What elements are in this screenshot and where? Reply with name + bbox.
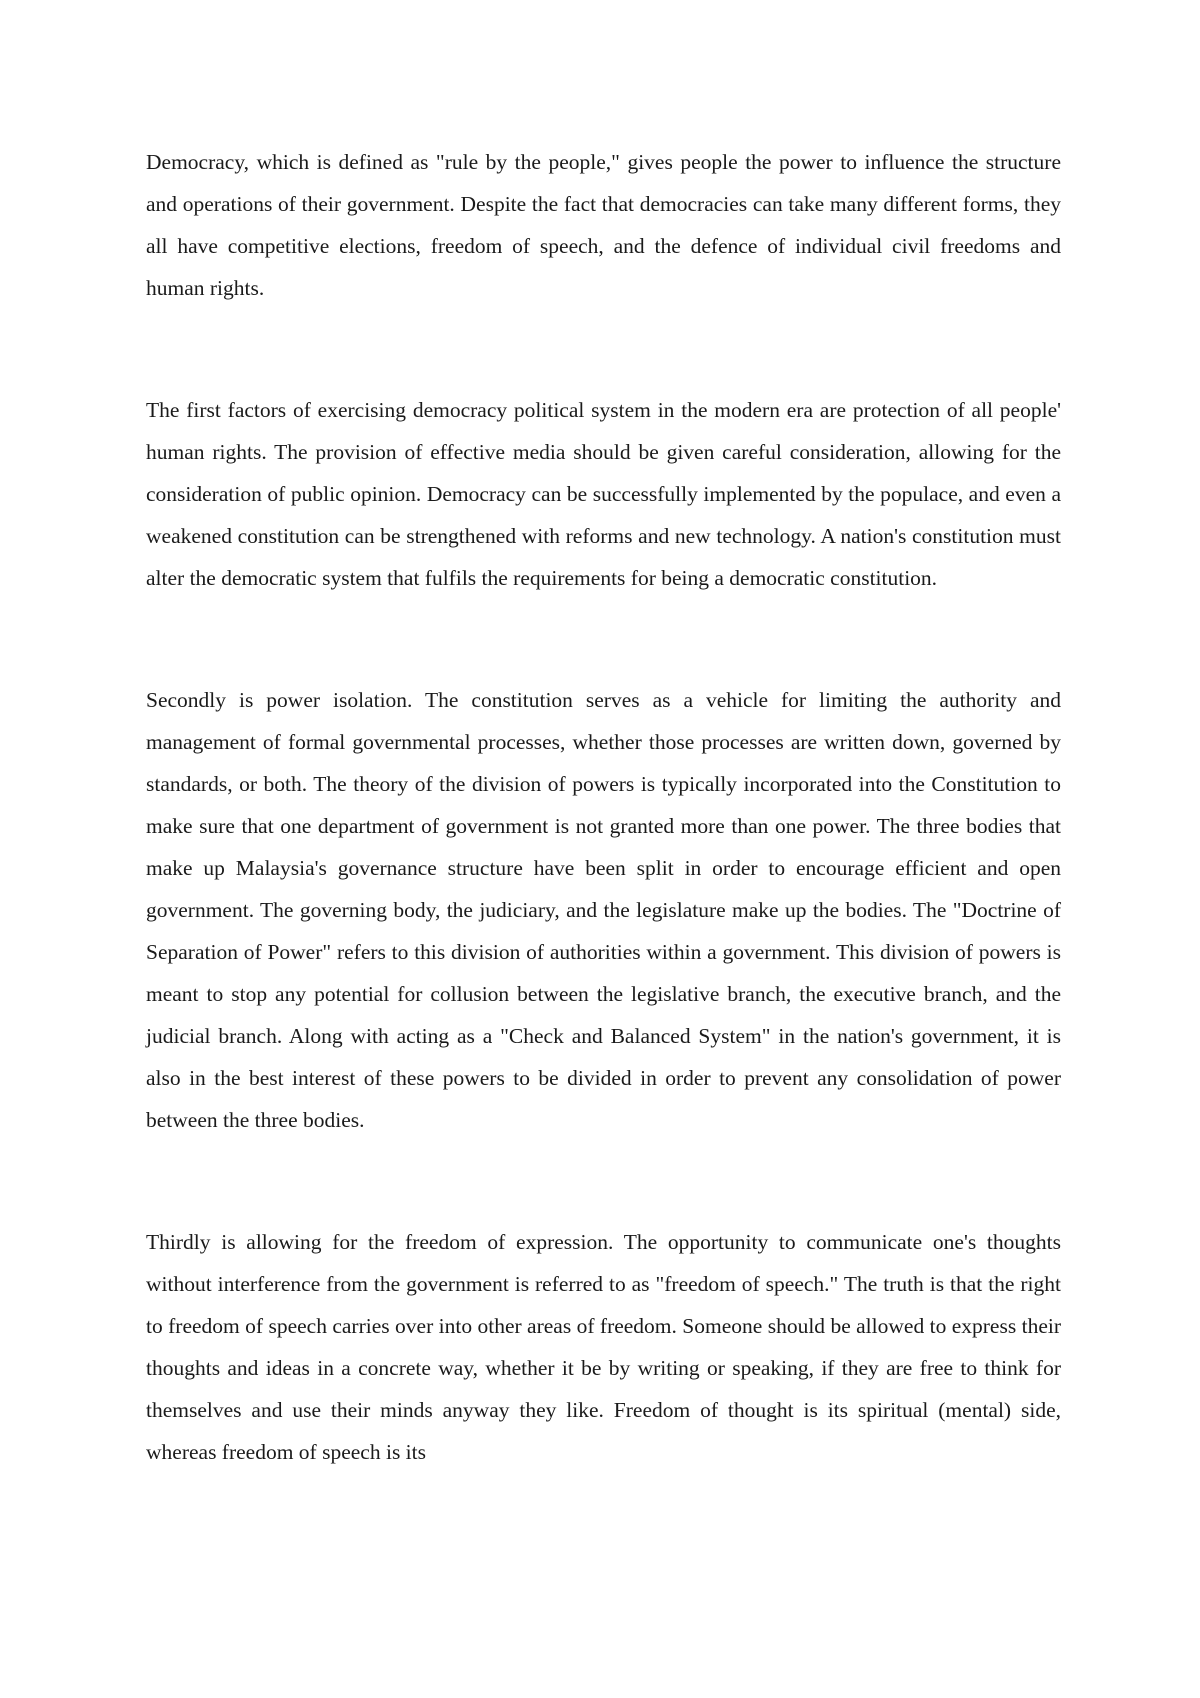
- paragraph-human-rights: The first factors of exercising democracy political system in the modern era are protection of all people' human rights. The provision of effective media should be given careful consideration, allowing for the consideration of public opinion. Democracy can be successfully implemented by the populace, and even a weakened constitution can be strengthened with reforms and new technology. A nation's constitution must alter the democratic system that fulfils the requirements for being a democratic constitution.: [146, 398, 1061, 590]
- document-body: [146, 141, 1061, 1473]
- paragraph-power-isolation: Secondly is power isolation. The constitution serves as a vehicle for limiting the authority and management of formal governmental processes, whether those processes are written down, governed by standards, or both. The theory of the division of powers is typically incorporated into the Constitution to make sure that one department of government is not granted more than one power. The three bodies that make up Malaysia's governance structure have been split in order to encourage efficient and open government. The governing body, the judiciary, and the legislature make up the bodies. The "Doctrine of Separation of Power" refers to this division of authorities within a government. This division of powers is meant to stop any potential for collusion between the legislative branch, the executive branch, and the judicial branch. Along with acting as a "Check and Balanced System" in the nation's government, it is also in the best interest of these powers to be divided in order to prevent any consolidation of power between the three bodies.: [146, 688, 1061, 1132]
- paragraph-freedom-of-expression: Thirdly is allowing for the freedom of expression. The opportunity to communicate one's thoughts without interference from the government is referred to as "freedom of speech." The truth is that the right to freedom of speech carries over into other areas of freedom. Someone should be allowed to express their thoughts and ideas in a concrete way, whether it be by writing or speaking, if they are free to think for themselves and use their minds anyway they like. Freedom of thought is its spiritual (mental) side, whereas freedom of speech is its: [146, 1230, 1061, 1464]
- paragraph-democracy-definition: Democracy, which is defined as "rule by the people," gives people the power to influence the structure and operations of their government. Despite the fact that democracies can take many different forms, they all have competitive elections, freedom of speech, and the defence of individual civil freedoms and human rights.: [146, 150, 1061, 300]
